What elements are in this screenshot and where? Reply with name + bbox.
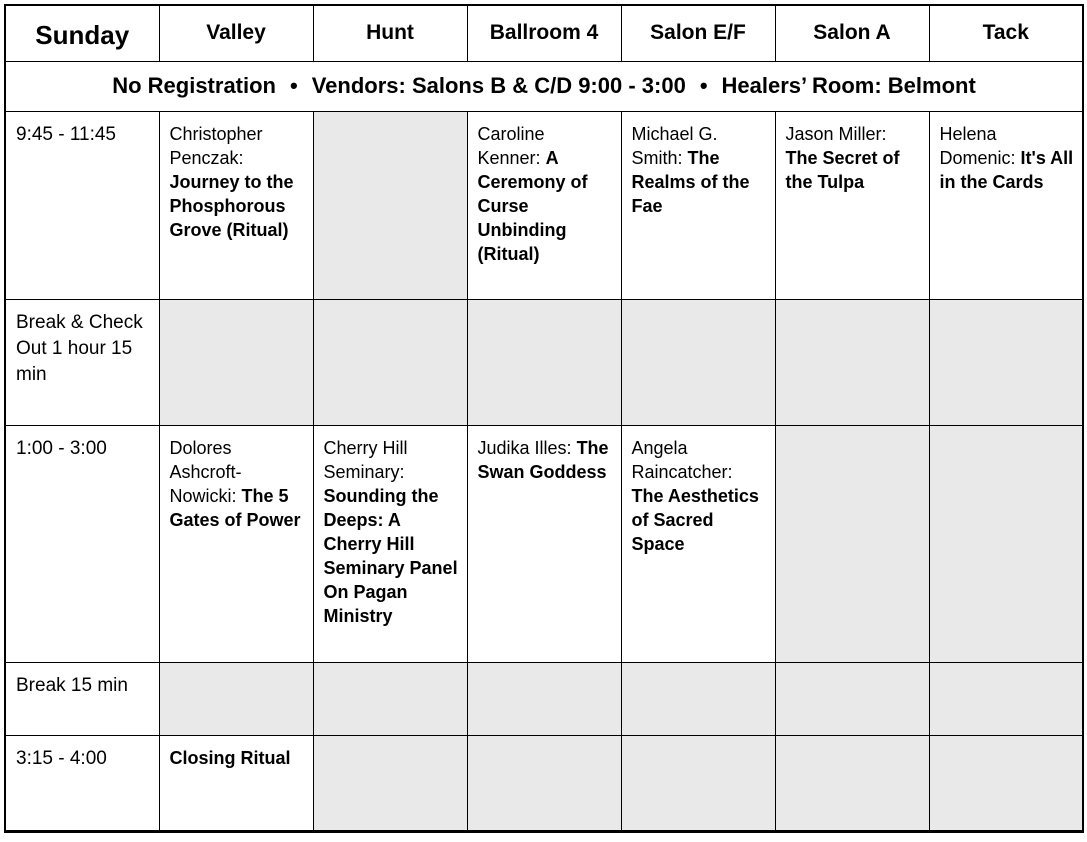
empty-cell — [159, 299, 313, 425]
empty-cell — [313, 111, 467, 299]
info-banner — [5, 61, 1083, 111]
presenter-name: Dolores Ashcroft-Nowicki: — [169, 437, 242, 506]
healers-note: Healers’ Room: Belmont — [721, 73, 976, 98]
presenter-name: Helena Domenic: — [939, 123, 1016, 168]
presenter-name: Angela Raincatcher: — [631, 437, 733, 482]
empty-cell — [775, 662, 929, 735]
session-cell — [159, 735, 313, 831]
session-title: Journey to the Phosphorous Grove (Ritual) — [169, 171, 294, 240]
session-cell — [775, 111, 929, 299]
time-slot-row — [5, 735, 1083, 831]
presenter-name: Michael G. Smith: — [631, 123, 718, 168]
empty-cell — [313, 662, 467, 735]
session-title: The Secret of the Tulpa — [785, 147, 900, 192]
empty-cell — [159, 662, 313, 735]
presenter-name: Caroline Kenner: — [477, 123, 545, 168]
empty-cell — [929, 299, 1083, 425]
session-title: Sounding the Deeps: A Cherry Hill Seminary Panel On Pagan Ministry — [323, 485, 458, 626]
session-cell — [467, 425, 621, 662]
empty-cell — [929, 662, 1083, 735]
room-header-salon-ef: Salon E/F — [621, 5, 775, 61]
info-separator: • — [290, 73, 298, 98]
break-row — [5, 299, 1083, 425]
time-cell: 1:00 - 3:00 — [5, 425, 159, 662]
info-row — [5, 61, 1083, 111]
session-cell — [621, 111, 775, 299]
day-header: Sunday — [5, 5, 159, 61]
room-header-tack: Tack — [929, 5, 1083, 61]
time-slot-row — [5, 111, 1083, 299]
presenter-name: Cherry Hill Seminary: — [323, 437, 408, 482]
registration-note: No Registration — [112, 73, 276, 98]
room-header-ballroom-4: Ballroom 4 — [467, 5, 621, 61]
empty-cell — [467, 662, 621, 735]
empty-cell — [775, 425, 929, 662]
empty-cell — [467, 735, 621, 831]
time-cell: 9:45 - 11:45 — [5, 111, 159, 299]
time-cell: 3:15 - 4:00 — [5, 735, 159, 831]
empty-cell — [313, 735, 467, 831]
time-slot-row — [5, 425, 1083, 662]
empty-cell — [621, 299, 775, 425]
time-cell: Break 15 min — [5, 662, 159, 735]
session-cell — [467, 111, 621, 299]
time-cell: Break & Check Out 1 hour 15 min — [5, 299, 159, 425]
session-cell — [929, 111, 1083, 299]
schedule-table — [4, 4, 1084, 833]
header-row — [5, 5, 1083, 61]
vendors-note: Vendors: Salons B & C/D 9:00 - 3:00 — [311, 73, 686, 98]
session-cell — [621, 425, 775, 662]
session-cell — [313, 425, 467, 662]
presenter-name: Jason Miller: — [785, 123, 887, 144]
info-separator: • — [699, 73, 708, 98]
empty-cell — [929, 425, 1083, 662]
empty-cell — [621, 735, 775, 831]
session-title: The 5 Gates of Power — [169, 485, 301, 530]
room-header-hunt: Hunt — [313, 5, 467, 61]
session-title: The Realms of the Fae — [631, 147, 750, 216]
break-row — [5, 662, 1083, 735]
session-title: The Swan Goddess — [477, 437, 609, 482]
presenter-name: Christopher Penczak: — [169, 123, 263, 168]
empty-cell — [621, 662, 775, 735]
empty-cell — [775, 299, 929, 425]
empty-cell — [929, 735, 1083, 831]
session-title: The Aesthetics of Sacred Space — [631, 485, 759, 554]
presenter-name: Judika Illes: — [477, 437, 572, 458]
session-title: Closing Ritual — [169, 747, 291, 768]
session-title: It's All in the Cards — [939, 147, 1074, 192]
empty-cell — [467, 299, 621, 425]
room-header-salon-a: Salon A — [775, 5, 929, 61]
empty-cell — [775, 735, 929, 831]
empty-cell — [313, 299, 467, 425]
session-cell — [159, 425, 313, 662]
session-title: A Ceremony of Curse Unbinding (Ritual) — [477, 147, 588, 264]
room-header-valley: Valley — [159, 5, 313, 61]
session-cell — [159, 111, 313, 299]
